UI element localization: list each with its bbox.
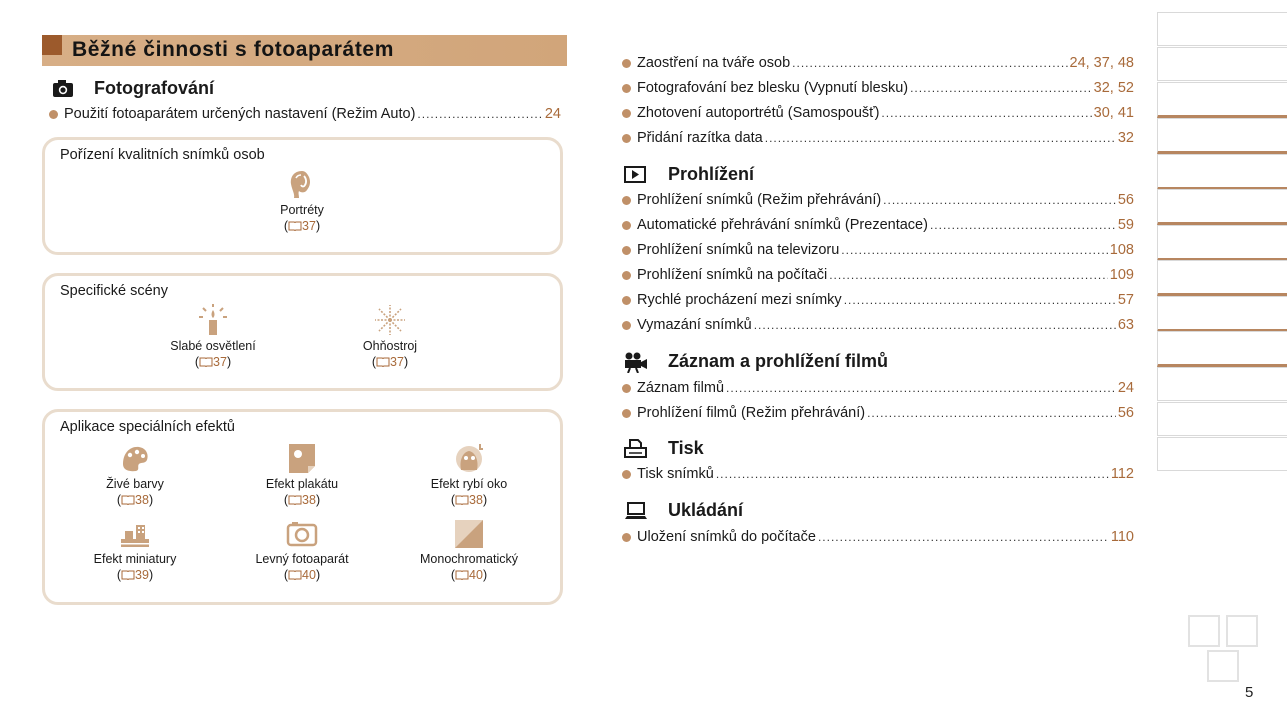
bullet (622, 59, 631, 68)
toc-row[interactable] (622, 403, 1134, 423)
mode-label: Efekt miniatury (93, 552, 177, 566)
toc-row[interactable] (622, 378, 1134, 398)
section-printing (624, 438, 924, 462)
mode-portrait[interactable] (242, 168, 362, 233)
leader-dots (844, 290, 1116, 310)
box-title: Specifické scény (60, 283, 168, 299)
bullet (622, 409, 631, 418)
toc-row-label: Zaostření na tváře osob (637, 55, 791, 71)
mode-page-ref[interactable]: ( 38) (283, 493, 321, 507)
box-title: Pořízení kvalitních snímků osob (60, 147, 265, 163)
camera-icon (52, 78, 76, 100)
book-icon (455, 570, 469, 580)
toc-row-page[interactable]: 110 (1110, 529, 1134, 545)
mode-low-light[interactable] (153, 304, 273, 369)
book-icon (288, 221, 302, 231)
toc-row-page[interactable]: 32 (1117, 130, 1134, 146)
box-title: Aplikace speciálních efektů (60, 419, 235, 435)
leader-dots (881, 103, 1091, 123)
toc-row[interactable] (622, 190, 1134, 210)
toc-row-label: Rychlé procházení mezi snímky (637, 292, 842, 308)
book-icon (199, 357, 213, 367)
bullet (622, 321, 631, 330)
mode-fisheye-effect[interactable] (409, 442, 529, 507)
playback-icon (624, 164, 648, 186)
nav-prev-button[interactable] (1188, 615, 1220, 647)
mode-monochrome[interactable] (409, 519, 529, 582)
toc-row-page[interactable]: 57 (1117, 292, 1134, 308)
toc-row-label: Přidání razítka data (637, 130, 763, 146)
toc-row-page[interactable]: 63 (1117, 317, 1134, 333)
monochrome-icon (453, 519, 485, 549)
computer-icon (624, 500, 648, 522)
section-photography-heading: Fotografování (94, 78, 214, 98)
chapter-tab[interactable] (1157, 296, 1287, 332)
toc-row-label: Uložení snímků do počítače (637, 529, 816, 545)
mode-fireworks[interactable] (330, 304, 450, 369)
chapter-tab[interactable] (1157, 82, 1287, 118)
toc-row[interactable] (622, 128, 1134, 148)
mode-label: Ohňostroj (362, 339, 418, 353)
toc-row-page[interactable]: 56 (1117, 192, 1134, 208)
low-light-mode-icon (197, 304, 229, 336)
toc-row[interactable] (622, 78, 1134, 98)
toc-row-label: Prohlížení snímků na televizoru (637, 242, 840, 258)
bullet (622, 246, 631, 255)
toc-row-label: Prohlížení filmů (Režim přehrávání) (637, 405, 866, 421)
toc-row-label: Vymazání snímků (637, 317, 752, 333)
bullet (622, 296, 631, 305)
leader-dots (910, 78, 1092, 98)
nav-back-button[interactable] (1207, 650, 1239, 682)
page-title-bar (42, 35, 567, 66)
toc-row-label: Prohlížení snímků na počítači (637, 267, 828, 283)
bullet (622, 384, 631, 393)
section-photography (52, 78, 352, 102)
leader-dots (867, 403, 1116, 423)
section-playback (624, 164, 1024, 188)
mode-page-ref[interactable]: ( 38) (116, 493, 154, 507)
book-icon (455, 495, 469, 505)
bullet (622, 134, 631, 143)
vivid-colors-icon (119, 442, 151, 474)
toc-row[interactable] (622, 464, 1134, 484)
toc-row-page[interactable]: 112 (1110, 466, 1134, 482)
chapter-tab[interactable] (1157, 154, 1287, 190)
mode-label: Levný fotoaparát (255, 552, 349, 566)
toc-row-label: Použití fotoaparátem určených nastavení (Režim Auto) (64, 106, 416, 122)
section-movies (624, 351, 1024, 375)
chapter-tab[interactable] (1157, 47, 1287, 81)
leader-dots (792, 53, 1067, 73)
section-playback-heading: Prohlížení (668, 164, 755, 184)
mode-vivid-colors[interactable] (75, 442, 195, 507)
toc-row-page[interactable]: 30, 41 (1093, 105, 1134, 121)
toc-row-page[interactable]: 56 (1117, 405, 1134, 421)
section-saving (624, 500, 924, 524)
mode-label: Monochromatický (420, 552, 518, 566)
bullet (622, 470, 631, 479)
mode-page-ref[interactable]: ( 37) (194, 355, 232, 369)
chapter-tab[interactable] (1157, 12, 1287, 46)
book-icon (376, 357, 390, 367)
book-icon (121, 495, 135, 505)
mode-miniature-effect[interactable] (75, 519, 195, 582)
toc-row[interactable] (622, 215, 1134, 235)
bullet (49, 110, 58, 119)
leader-dots (818, 527, 1109, 547)
toc-row-label: Fotografování bez blesku (Vypnutí blesku) (637, 80, 909, 96)
book-icon (288, 495, 302, 505)
toc-row[interactable] (622, 53, 1134, 73)
page-title: Běžné činnosti s fotoaparátem (72, 38, 394, 61)
toc-row[interactable] (622, 290, 1134, 310)
toc-row[interactable] (622, 240, 1134, 260)
portrait-mode-icon (286, 168, 318, 200)
toc-row-label: Automatické přehrávání snímků (Prezentace) (637, 217, 928, 233)
box-portraits (42, 137, 563, 255)
bullet (622, 221, 631, 230)
leader-dots (754, 315, 1116, 335)
title-corner-mark (42, 35, 62, 55)
leader-dots (841, 240, 1108, 260)
chapter-tab[interactable] (1157, 225, 1287, 261)
box-special-effects (42, 409, 563, 605)
mode-label: Efekt rybí oko (430, 477, 508, 491)
toc-row[interactable] (622, 315, 1134, 335)
miniature-effect-icon (119, 519, 151, 549)
chapter-tab[interactable] (1157, 189, 1287, 225)
leader-dots (726, 378, 1116, 398)
leader-dots (716, 464, 1109, 484)
bullet (622, 271, 631, 280)
page-number: 5 (1245, 684, 1254, 701)
toc-row-page[interactable]: 109 (1109, 267, 1134, 283)
toc-row[interactable] (622, 103, 1134, 123)
mode-page-ref[interactable]: ( 37) (283, 219, 321, 233)
mode-label: Živé barvy (106, 477, 164, 491)
toc-row-page[interactable]: 24 (1117, 380, 1134, 396)
leader-dots (883, 190, 1116, 210)
printer-icon (624, 438, 648, 460)
nav-next-button[interactable] (1226, 615, 1258, 647)
book-icon (288, 570, 302, 580)
section-printing-heading: Tisk (668, 438, 704, 458)
leader-dots (765, 128, 1116, 148)
chapter-tab[interactable] (1157, 118, 1287, 154)
mode-poster-effect[interactable] (242, 442, 362, 507)
chapter-tab[interactable] (1157, 367, 1287, 401)
chapter-tab[interactable] (1157, 402, 1287, 436)
chapter-tab[interactable] (1157, 437, 1287, 471)
toc-row-page[interactable]: 59 (1117, 217, 1134, 233)
box-special-scenes (42, 273, 563, 391)
mode-label: Efekt plakátu (265, 477, 339, 491)
leader-dots (829, 265, 1108, 285)
mode-page-ref[interactable]: ( 40) (450, 568, 488, 582)
poster-effect-icon (286, 442, 318, 474)
fisheye-effect-icon (453, 442, 485, 474)
toc-row[interactable] (622, 265, 1134, 285)
toc-row-page[interactable]: 32, 52 (1093, 80, 1134, 96)
fireworks-mode-icon (374, 304, 406, 336)
leader-dots (930, 215, 1116, 235)
mode-label: Portréty (280, 203, 324, 217)
bullet (622, 109, 631, 118)
toc-row-label: Prohlížení snímků (Režim přehrávání) (637, 192, 882, 208)
toc-row-page[interactable]: 108 (1109, 242, 1134, 258)
toc-row-page[interactable]: 24 (544, 106, 561, 122)
movie-camera-icon (624, 351, 648, 373)
toc-row-page[interactable]: 24, 37, 48 (1069, 55, 1134, 71)
bullet (622, 84, 631, 93)
bullet (622, 533, 631, 542)
chapter-tab[interactable] (1157, 331, 1287, 367)
mode-toy-camera[interactable] (242, 519, 362, 582)
section-saving-heading: Ukládání (668, 500, 744, 520)
leader-dots (417, 104, 542, 124)
toc-row[interactable] (49, 104, 561, 124)
section-movies-heading: Záznam a prohlížení filmů (668, 351, 889, 371)
toy-camera-icon (286, 519, 318, 549)
chapter-tab[interactable] (1157, 260, 1287, 296)
book-icon (121, 570, 135, 580)
toc-row-label: Tisk snímků (637, 466, 714, 482)
bullet (622, 196, 631, 205)
mode-page-ref[interactable]: ( 37) (371, 355, 409, 369)
mode-page-ref[interactable]: ( 38) (450, 493, 488, 507)
mode-page-ref[interactable]: ( 39) (116, 568, 154, 582)
toc-row[interactable] (622, 527, 1134, 547)
mode-page-ref[interactable]: ( 40) (283, 568, 321, 582)
mode-label: Slabé osvětlení (170, 339, 256, 353)
toc-row-label: Záznam filmů (637, 380, 725, 396)
toc-row-label: Zhotovení autoportrétů (Samospoušť) (637, 105, 880, 121)
